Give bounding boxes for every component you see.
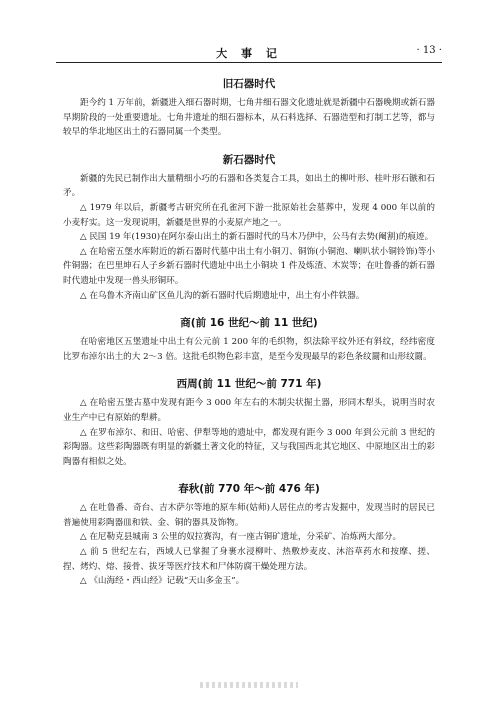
section-spring-autumn [63, 481, 435, 589]
paragraph: △ 民国 19 年(1930)在阿尔泰山出土的新石器时代的马木乃伊中，公马有去势(阉割)的痕迹。 [80, 232, 434, 243]
paragraph: 新疆的先民已制作出大量精细小巧的石器和各类复合工具，如出土的柳叶形、桂叶形石镞和石矛。 [63, 173, 435, 199]
paragraph: △ 在尼勒克县城南 3 公里的奴拉赛沟，有一座古铜矿遗址，分采矿、冶炼两大部分。 [80, 532, 402, 543]
section-title: 春秋(前 770 年～前 476 年) [178, 483, 320, 496]
section-title: 商(前 16 世纪～前 11 世纪) [180, 317, 318, 330]
paragraph: △ 《山海经・西山经》记载“天山多金玉”。 [80, 576, 245, 587]
paragraph: 距今约 1 万年前，新疆进入细石器时期，七角井细石器文化遗址就是新疆中石器晚期或新石器早期阶段的一处重要遗址。七角井遗址的细石器标本，从石料选择、石器造型和打制工艺等，都与较早的华北地区出土的石器同属一个类型。 [63, 98, 435, 138]
paragraph: △ 在吐鲁番、奇台、吉木萨尔等地的原车师(姑师)人居住点的考古发掘中，发现当时的居民已普遍使用彩陶器皿和铁、金、铜的器具及饰物。 [63, 503, 435, 528]
scan-artifact [200, 682, 298, 688]
paragraph: △ 前 5 世纪左右，西域人已掌握了身裹水浸柳叶、热敷炒麦皮、沐浴草药水和按摩、搓、捏、烤灼、熔、接骨、拔牙等医疗技术和尸体防腐干燥处理方法。 [63, 547, 435, 572]
section-western-zhou [63, 376, 435, 469]
section-title: 西周(前 11 世纪～前 771 年) [176, 378, 322, 391]
running-title: 大 事 记 [216, 47, 282, 60]
paragraph: △ 在哈密五堡古墓中发现有距今 3 000 年左右的木制尖状掘土器，形同木犁头，说明当时农业生产中已有原始的犁耕。 [63, 398, 435, 423]
section-title: 旧石器时代 [222, 78, 276, 90]
section-paleolithic [63, 76, 435, 140]
section-shang [63, 315, 435, 364]
paragraph: △ 在罗布淖尔、和田、哈密、伊犁等地的遗址中，都发现有距今 3 000 年到公元前 3 世纪的彩陶器。这些彩陶器既有明显的新疆土著文化的特征，又与我国西北其它地区、中原地区出土的彩陶器有相似之处。 [63, 427, 435, 467]
main-content [63, 76, 435, 601]
paragraph: 在哈密地区五堡遗址中出土有公元前 1 200 年的毛织物，织法除平纹外还有斜纹，经纬密度比罗布淖尔出土的大 2～3 倍。这批毛织物色彩丰富，是至今发现最早的彩色条纹罽和山形纹罽。 [63, 337, 435, 362]
section-title: 新石器时代 [222, 153, 276, 166]
page-number: · 13 · [416, 45, 442, 56]
paragraph: △ 在乌鲁木齐南山矿区鱼儿沟的新石器时代后期遗址中，出土有小件铁器。 [80, 290, 365, 301]
section-neolithic [63, 152, 435, 303]
paragraph: △ 在哈密五堡水库附近的新石器时代墓中出土有小铜刀、铜饰(小铜泡、喇叭状小铜铃饰)等小件铜器；在巴里坤石人子乡新石器时代遗址中出土小铜块 1 件及炼渣、木炭等；在吐鲁番的新石器时代遗址中发现一兽头形铜环。 [63, 246, 435, 286]
page-header [56, 44, 442, 63]
paragraph: △ 1979 年以后，新疆考古研究所在孔雀河下游一批原始社会墓葬中，发现 4 000 年以前的小麦籽实。这一发现说明，新疆是世界的小麦原产地之一。 [63, 202, 435, 228]
